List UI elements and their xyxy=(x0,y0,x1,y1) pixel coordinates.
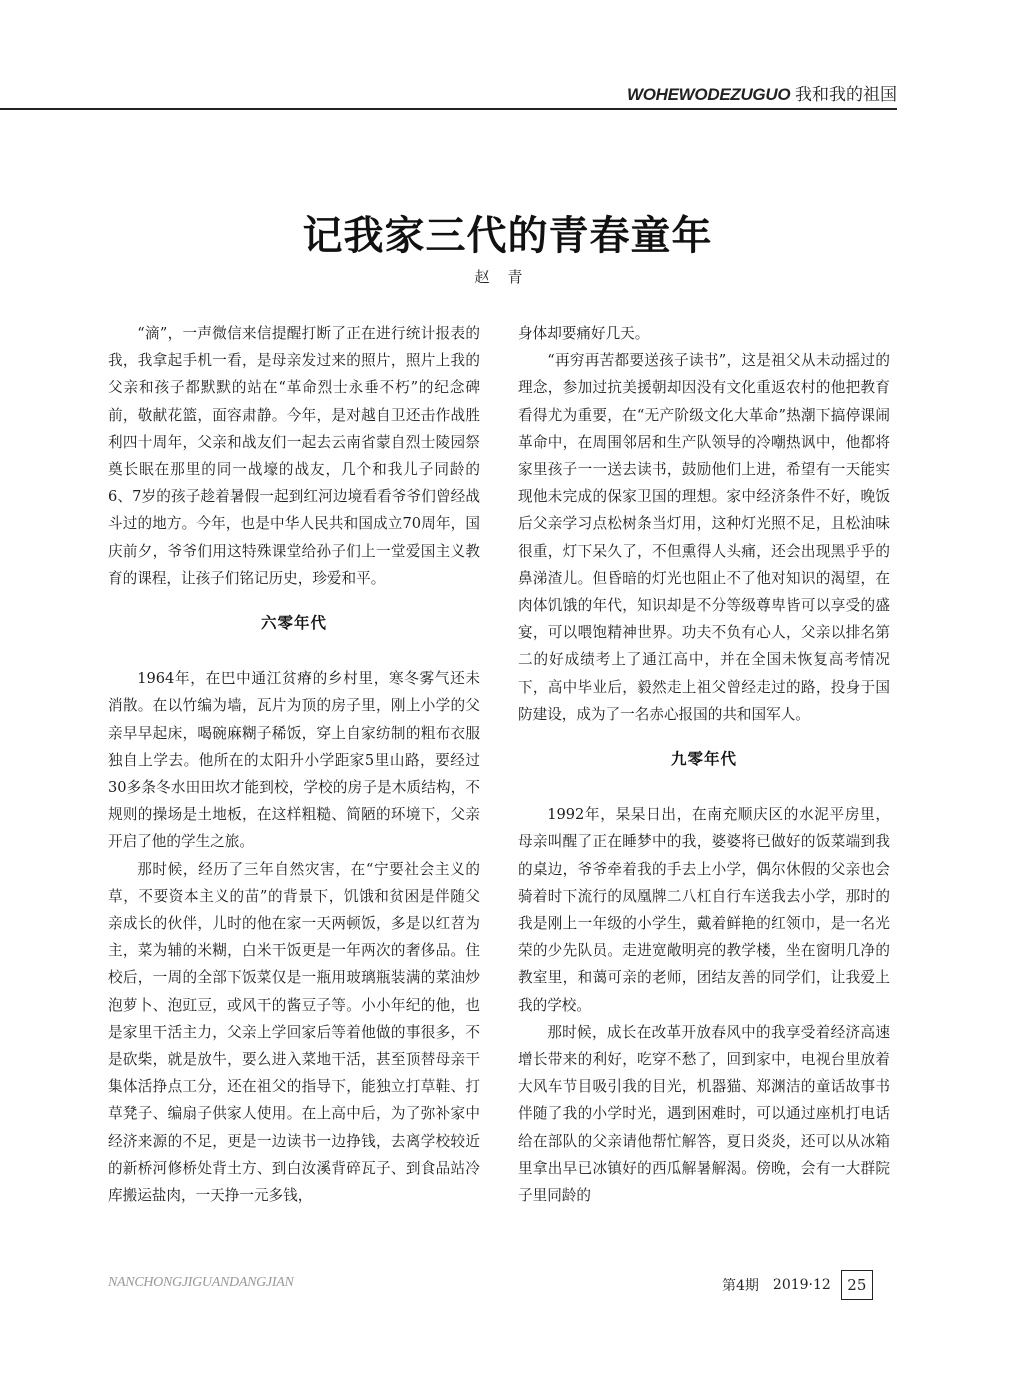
nineties-paragraph-2: 那时候，成长在改革开放春风中的我享受着经济高速增长带来的利好，吃穿不愁了，回到家中，电视台里放着大风车节目吸引我的目光，机器猫、郑渊洁的童话故事书伴随了我的小学时光，遇到困难时，可以通过座机打电话给在部队的父亲请他帮忙解答，夏日炎炎，还可以从冰箱里拿出早已冰镇好的西瓜解暑解渴。傍晚，会有一大群院子里同龄的 xyxy=(518,1023,890,1205)
footer-issue-info xyxy=(722,1270,873,1300)
sixties-paragraph-2: 那时候，经历了三年自然灾害，在“宁要社会主义的草，不要资本主义的苗”的背景下，饥饿和贫困是伴随父亲成长的伙伴，儿时的他在家一天两顿饭，多是以红苕为主，菜为辅的米糊，白米干饭更是一年两次的奢侈品。住校后，一周的全部下饭菜仅是一瓶用玻璃瓶装满的菜油炒泡萝卜、泡豇豆，或风干的酱豆子等。小小年纪的他，也是家里干活主力，父亲上学回家后等着他做的事很多，不是砍柴，就是放牛，要么进入菜地干活，甚至顶替母亲干集体活挣点工分，还在祖父的指导下，能独立打草鞋、打草凳子、编扇子供家人使用。在上高中后，为了弥补家中经济来源的不足，更是一边读书一边挣钱，去离学校较近的新桥河修桥处背土方、到白汝溪背碎瓦子、到食品站冷库搬运盐肉，一天挣一元多钱， xyxy=(108,860,480,1205)
footer-journal-name: NANCHONGJIGUANDANGJIAN xyxy=(108,1275,294,1290)
article-author: 赵青 xyxy=(474,268,541,286)
running-header xyxy=(0,76,897,110)
article-title: 记我家三代的青春童年 xyxy=(302,212,713,259)
section-heading-nineties: 九零年代 xyxy=(670,750,737,769)
footer-issue: 第4期 xyxy=(722,1278,759,1294)
footer-date: 2019·12 xyxy=(772,1277,831,1293)
continued-paragraph: 身体却要痛好几天。 xyxy=(518,325,650,342)
header-latin: WOHEWODEZUGUO xyxy=(627,85,791,104)
nineties-paragraph-1: 1992年，杲杲日出，在南充顺庆区的水泥平房里，母亲叫醒了正在睡梦中的我，婆婆将已做好的饭菜端到我的桌边，爷爷牵着我的手去上小学，偶尔休假的父亲也会骑着时下流行的凤凰牌二八杠自行车送我去小学，那时的我是刚上一年级的小学生，戴着鲜艳的红领巾，是一名光荣的少先队员。走进宽敞明亮的教学楼，坐在窗明几净的教室里，和蔼可亲的老师，团结友善的同学们，让我爱上我的学校。 xyxy=(518,806,890,1014)
left-column xyxy=(108,320,480,1209)
header-text xyxy=(627,80,897,105)
header-chinese: 我和我的祖国 xyxy=(795,85,897,104)
right-column xyxy=(518,320,890,1209)
page-number: 25 xyxy=(841,1270,873,1300)
intro-paragraph: “滴”，一声微信来信提醒打断了正在进行统计报表的我，我拿起手机一看，是母亲发过来的照片，照片上我的父亲和孩子都默默的站在“革命烈士永垂不朽”的纪念碑前，敬献花篮，面容肃静。今年，是对越自卫还击作战胜利四十周年，父亲和战友们一起去云南省蒙自烈士陵园祭奠长眠在那里的同一战壕的战友，几个和我儿子同龄的6、7岁的孩子趁着暑假一起到红河边境看看爷爷们曾经战斗过的地方。今年，也是中华人民共和国成立70周年，国庆前夕，爷爷们用这特殊课堂给孙子们上一堂爱国主义教育的课程，让孩子们铭记历史，珍爱和平。 xyxy=(108,325,480,587)
sixties-paragraph-3: “再穷再苦都要送孩子读书”，这是祖父从未动摇过的理念，参加过抗美援朝却因没有文化重返农村的他把教育看得尤为重要，在“无产阶级文化大革命”热潮下搞停课闹革命中，在周围邻居和生产队领导的冷嘲热讽中，他都将家里孩子一一送去读书，鼓励他们上进，希望有一天能实现他未完成的保家卫国的理想。家中经济条件不好，晚饭后父亲学习点松树条当灯用，这种灯光照不足，且松油味很重，灯下呆久了，不但熏得人头痛，还会出现黑乎乎的鼻涕渣儿。但昏暗的灯光也阻止不了他对知识的渴望，在肉体饥饿的年代，知识却是不分等级尊卑皆可以享受的盛宴，可以喂饱精神世界。功夫不负有心人，父亲以排名第二的好成绩考上了通江高中，并在全国未恢复高考情况下，高中毕业后，毅然走上祖父曾经走过的路，投身于国防建设，成为了一名赤心报国的共和国军人。 xyxy=(518,352,890,723)
section-heading-sixties: 六零年代 xyxy=(260,614,327,633)
sixties-paragraph-1: 1964年，在巴中通江贫瘠的乡村里，寒冬雾气还未消散。在以竹编为墙，瓦片为顶的房子里，刚上小学的父亲早早起床，喝碗麻糊子稀饭，穿上自家纺制的粗布衣服独自上学去。他所在的太阳升小学距家5里山路，要经过30多条冬水田田坎才能到校，学校的房子是木质结构，不规则的操场是土地板，在这样粗糙、简陋的环境下，父亲开启了他的学生之旅。 xyxy=(108,670,480,851)
